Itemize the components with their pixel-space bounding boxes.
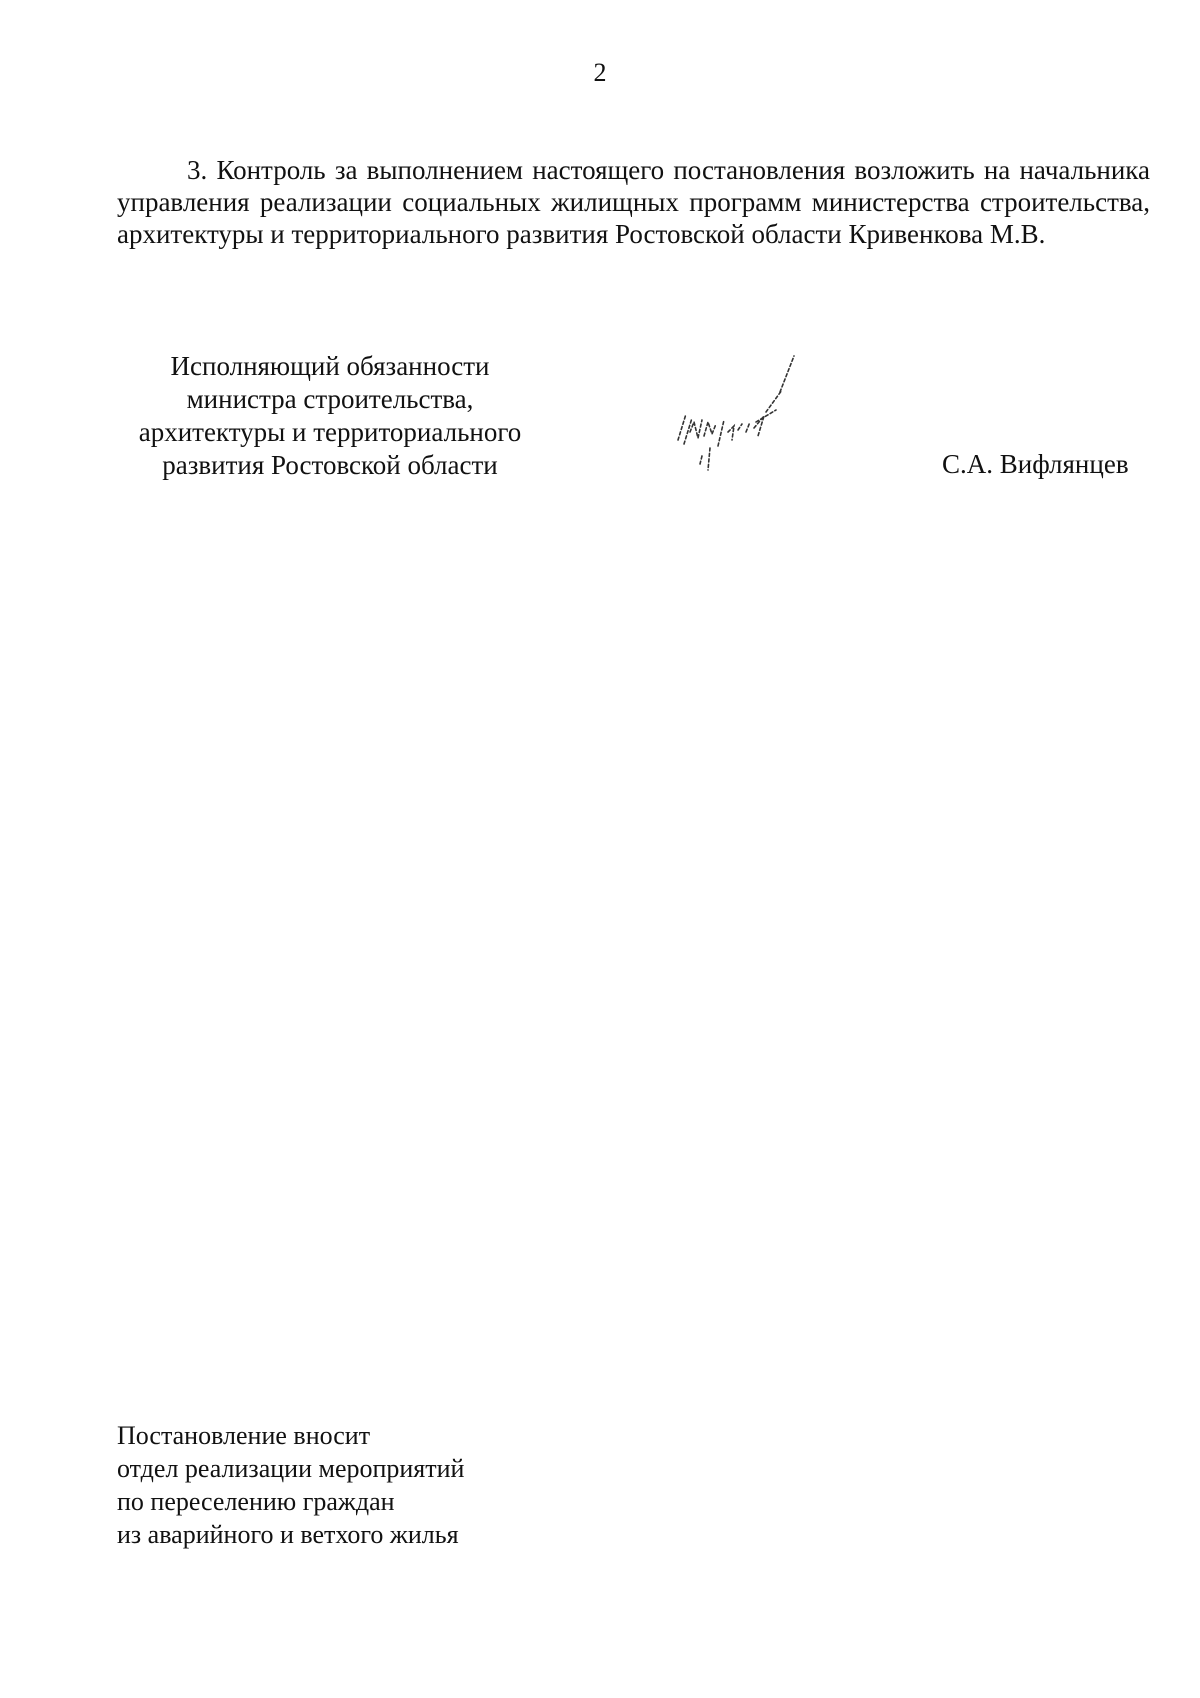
signatory-title-line: архитектуры и территориального — [138, 417, 522, 447]
signatory-title — [110, 350, 550, 482]
footer-note — [117, 1419, 464, 1551]
footer-note-line: по переселению граждан — [117, 1487, 395, 1516]
body-paragraph: 3. Контроль за выполнением настоящего постановления возложить на начальника управления реализации социальных жилищных программ министерства строительства, архитектуры и территориального развития Ростовской области Кривенкова М.В. — [117, 155, 1150, 249]
signatory-title-line: развития Ростовской области — [162, 450, 498, 480]
footer-note-line: из аварийного и ветхого жилья — [117, 1520, 459, 1549]
footer-note-line: Постановление вносит — [117, 1421, 371, 1450]
signature-icon — [672, 352, 862, 482]
signer-name: С.А. Вифлянцев — [942, 449, 1129, 479]
signatory-title-line: Исполняющий обязанности — [170, 351, 490, 381]
footer-note-line: отдел реализации мероприятий — [117, 1454, 465, 1483]
page-number: 2 — [593, 58, 607, 87]
signatory-title-line: министра строительства, — [186, 384, 474, 414]
